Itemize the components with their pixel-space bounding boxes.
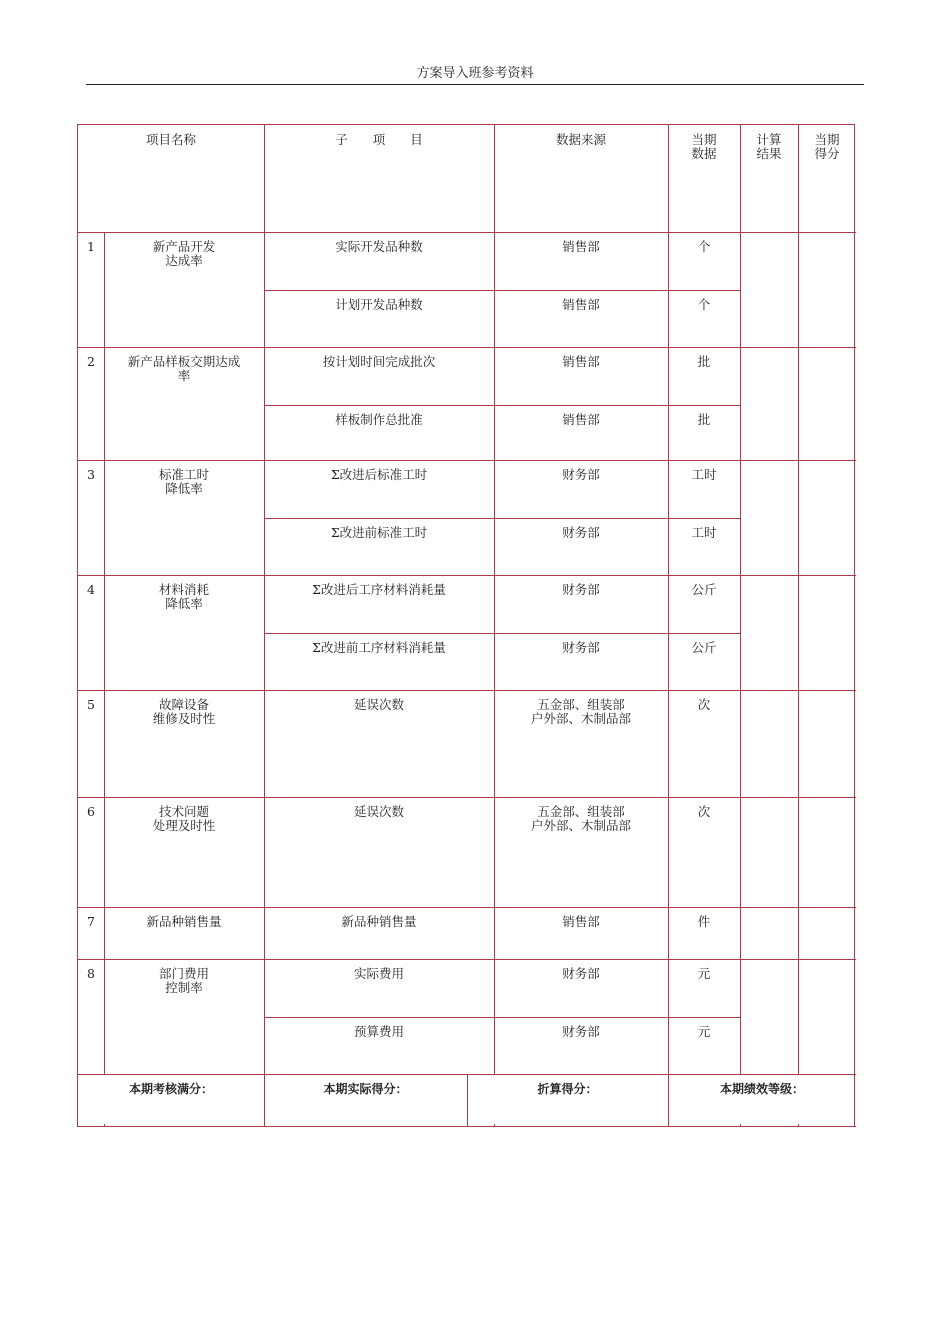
sub-item: 按计划时间完成批次 (322, 354, 436, 369)
period-data-unit: 次 (697, 697, 711, 712)
period-data-unit: 元 (697, 966, 711, 981)
table-rule (264, 405, 740, 406)
sub-item: 计划开发品种数 (335, 297, 423, 312)
row-project-name: 标准工时 降低率 (158, 467, 209, 496)
table-rule (104, 575, 105, 690)
table-rule (104, 460, 105, 575)
footer-grade: 本期绩效等级： (719, 1082, 804, 1096)
data-source: 财务部 (562, 966, 600, 981)
table-rule (264, 1074, 265, 1126)
row-project-name: 技术问题 处理及时性 (152, 804, 216, 833)
table-rule (740, 232, 741, 347)
row-number: 1 (87, 239, 95, 254)
footer-full-score: 本期考核满分： (128, 1082, 213, 1096)
period-data-unit: 批 (697, 412, 711, 427)
sub-item: Σ改进前标准工时 (330, 525, 428, 540)
table-rule (104, 347, 105, 460)
footer-converted-score: 折算得分： (537, 1082, 598, 1096)
table-rule (740, 460, 741, 575)
sub-item: Σ改进后工序材料消耗量 (312, 582, 446, 597)
table-rule (494, 690, 495, 797)
table-rule (264, 633, 740, 634)
data-source: 销售部 (562, 239, 600, 254)
table-rule (798, 125, 799, 232)
row-project-name: 部门费用 控制率 (158, 966, 209, 995)
table-rule (668, 125, 669, 232)
sub-item: 延误次数 (353, 697, 404, 712)
table-rule (494, 907, 495, 959)
sub-item: 实际开发品种数 (335, 239, 423, 254)
row-number: 3 (87, 467, 95, 482)
table-rule (494, 797, 495, 907)
table-rule (740, 907, 741, 959)
table-rule (104, 907, 105, 959)
data-source: 财务部 (562, 525, 600, 540)
table-rule (494, 1124, 495, 1126)
sub-item: Σ改进后标准工时 (330, 467, 428, 482)
row-number: 5 (87, 697, 95, 712)
period-data-unit: 批 (697, 354, 711, 369)
table-rule (668, 1074, 669, 1126)
table-rule (798, 1124, 799, 1126)
period-data-unit: 工时 (691, 525, 717, 540)
row-number: 8 (87, 966, 95, 981)
table-rule (104, 1124, 105, 1126)
table-rule (798, 797, 799, 907)
table-rule (798, 460, 799, 575)
table-rule (104, 797, 105, 907)
data-source: 销售部 (562, 354, 600, 369)
table-rule (264, 290, 740, 291)
table-rule (798, 690, 799, 797)
row-project-name: 新产品样板交期达成 率 (127, 354, 241, 383)
table-rule (798, 347, 799, 460)
table-rule (740, 347, 741, 460)
header-sub-item: 子 项 目 (335, 132, 423, 147)
table-rule (740, 1124, 741, 1126)
row-number: 6 (87, 804, 95, 819)
data-source: 财务部 (562, 1024, 600, 1039)
period-data-unit: 个 (697, 239, 711, 254)
kpi-table (77, 124, 855, 1127)
period-data-unit: 工时 (691, 467, 717, 482)
sub-item: 实际费用 (353, 966, 404, 981)
table-rule (740, 125, 741, 232)
data-source: 财务部 (562, 640, 600, 655)
data-source: 销售部 (562, 914, 600, 929)
sub-item: 样板制作总批准 (335, 412, 423, 427)
table-rule (264, 690, 265, 797)
period-data-unit: 件 (697, 914, 711, 929)
table-rule (264, 1017, 740, 1018)
period-data-unit: 次 (697, 804, 711, 819)
period-data-unit: 元 (697, 1024, 711, 1039)
table-rule (264, 907, 265, 959)
page-header: 方案导入班参考资料 (86, 64, 864, 85)
table-rule (494, 347, 495, 460)
table-rule (264, 125, 265, 232)
sub-item: 预算费用 (353, 1024, 404, 1039)
header-period-score: 当期 得分 (814, 132, 840, 161)
table-rule (798, 575, 799, 690)
data-source: 财务部 (562, 467, 600, 482)
table-rule (264, 347, 265, 460)
sub-item: 新品种销售量 (341, 914, 417, 929)
table-rule (264, 518, 740, 519)
table-rule (798, 907, 799, 959)
header-data-source: 数据来源 (555, 132, 606, 147)
table-rule (798, 959, 799, 1074)
data-source: 销售部 (562, 412, 600, 427)
sub-item: 延误次数 (353, 804, 404, 819)
table-rule (494, 125, 495, 232)
table-rule (264, 797, 265, 907)
header-period-data: 当期 数据 (691, 132, 717, 161)
footer-actual-score: 本期实际得分： (323, 1082, 408, 1096)
period-data-unit: 个 (697, 297, 711, 312)
table-rule (668, 907, 669, 959)
row-number: 7 (87, 914, 95, 929)
data-source: 销售部 (562, 297, 600, 312)
table-rule (668, 797, 669, 907)
table-rule (740, 959, 741, 1074)
table-rule (104, 232, 105, 347)
data-source: 财务部 (562, 582, 600, 597)
row-project-name: 故障设备 维修及时性 (152, 697, 216, 726)
period-data-unit: 公斤 (691, 640, 717, 655)
table-rule (740, 797, 741, 907)
row-project-name: 新产品开发 达成率 (152, 239, 216, 268)
row-project-name: 新品种销售量 (146, 914, 222, 929)
sub-item: Σ改进前工序材料消耗量 (312, 640, 446, 655)
table-rule (78, 1126, 856, 1127)
period-data-unit: 公斤 (691, 582, 717, 597)
table-rule (798, 232, 799, 347)
table-rule (668, 347, 669, 460)
header-calc-result: 计算 结果 (756, 132, 782, 161)
data-source: 五金部、组装部 户外部、木制品部 (530, 697, 631, 726)
row-project-name: 材料消耗 降低率 (158, 582, 209, 611)
table-rule (104, 690, 105, 797)
table-rule (740, 575, 741, 690)
data-source: 五金部、组装部 户外部、木制品部 (530, 804, 631, 833)
table-rule (467, 1074, 468, 1126)
row-number: 4 (87, 582, 95, 597)
row-number: 2 (87, 354, 95, 369)
header-project-name: 项目名称 (145, 132, 196, 147)
table-rule (740, 690, 741, 797)
table-rule (668, 690, 669, 797)
table-rule (104, 959, 105, 1074)
